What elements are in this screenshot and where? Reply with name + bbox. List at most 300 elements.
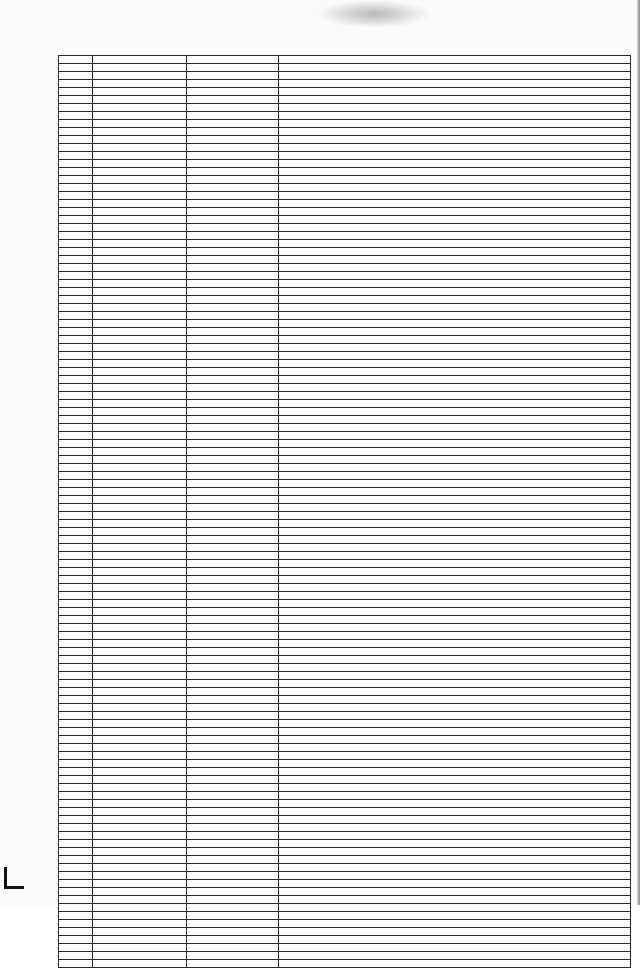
row-number-cell xyxy=(59,920,93,928)
row-number-cell xyxy=(59,560,93,568)
cadastral-number-cell xyxy=(93,736,187,744)
row-number-cell xyxy=(59,432,93,440)
address-cell xyxy=(279,712,631,720)
cadastral-number-cell xyxy=(93,512,187,520)
cadastral-number-alt-cell xyxy=(187,664,279,672)
row-number-cell xyxy=(59,832,93,840)
cadastral-number-cell xyxy=(93,248,187,256)
cadastral-number-alt-cell xyxy=(187,192,279,200)
address-cell xyxy=(279,304,631,312)
cadastral-number-alt-cell xyxy=(187,240,279,248)
address-cell xyxy=(279,440,631,448)
row-number-cell xyxy=(59,528,93,536)
cadastral-number-cell xyxy=(93,72,187,80)
table-row xyxy=(59,880,631,888)
cadastral-number-alt-cell xyxy=(187,344,279,352)
address-cell xyxy=(279,888,631,896)
row-number-cell xyxy=(59,720,93,728)
table-row xyxy=(59,152,631,160)
address-cell xyxy=(279,464,631,472)
cadastral-number-alt-cell xyxy=(187,688,279,696)
table-row xyxy=(59,552,631,560)
address-cell xyxy=(279,192,631,200)
cadastral-number-alt-cell xyxy=(187,728,279,736)
address-cell xyxy=(279,384,631,392)
row-number-cell xyxy=(59,328,93,336)
row-number-cell xyxy=(59,744,93,752)
address-cell xyxy=(279,96,631,104)
cadastral-number-cell xyxy=(93,896,187,904)
cadastral-number-alt-cell xyxy=(187,816,279,824)
cadastral-number-alt-cell xyxy=(187,56,279,64)
cadastral-number-cell xyxy=(93,824,187,832)
table-row xyxy=(59,104,631,112)
address-cell xyxy=(279,648,631,656)
row-number-cell xyxy=(59,424,93,432)
row-number-cell xyxy=(59,808,93,816)
cadastral-number-cell xyxy=(93,280,187,288)
address-cell xyxy=(279,272,631,280)
address-cell xyxy=(279,536,631,544)
row-number-cell xyxy=(59,184,93,192)
cadastral-number-cell xyxy=(93,96,187,104)
row-number-cell xyxy=(59,336,93,344)
table-row xyxy=(59,440,631,448)
row-number-cell xyxy=(59,312,93,320)
table-row xyxy=(59,544,631,552)
address-cell xyxy=(279,584,631,592)
cadastral-number-alt-cell xyxy=(187,472,279,480)
cadastral-number-alt-cell xyxy=(187,536,279,544)
table-row xyxy=(59,896,631,904)
cadastral-number-cell xyxy=(93,56,187,64)
table-row xyxy=(59,160,631,168)
cadastral-number-alt-cell xyxy=(187,168,279,176)
address-cell xyxy=(279,376,631,384)
table-row xyxy=(59,192,631,200)
row-number-cell xyxy=(59,400,93,408)
address-cell xyxy=(279,616,631,624)
table-row xyxy=(59,472,631,480)
cadastral-number-cell xyxy=(93,208,187,216)
row-number-cell xyxy=(59,72,93,80)
cadastral-number-cell xyxy=(93,272,187,280)
table-row xyxy=(59,712,631,720)
cadastral-number-alt-cell xyxy=(187,576,279,584)
row-number-cell xyxy=(59,320,93,328)
cadastral-number-cell xyxy=(93,872,187,880)
cadastral-number-alt-cell xyxy=(187,712,279,720)
table-row xyxy=(59,280,631,288)
cadastral-number-cell xyxy=(93,768,187,776)
address-cell xyxy=(279,456,631,464)
address-cell xyxy=(279,936,631,944)
cadastral-number-alt-cell xyxy=(187,552,279,560)
table-row xyxy=(59,480,631,488)
row-number-cell xyxy=(59,704,93,712)
table-row xyxy=(59,176,631,184)
cadastral-number-cell xyxy=(93,144,187,152)
table-row xyxy=(59,416,631,424)
table-row xyxy=(59,216,631,224)
row-number-cell xyxy=(59,760,93,768)
cadastral-number-alt-cell xyxy=(187,224,279,232)
table-row xyxy=(59,520,631,528)
table-row xyxy=(59,64,631,72)
cadastral-number-cell xyxy=(93,784,187,792)
address-cell xyxy=(279,344,631,352)
table-row xyxy=(59,960,631,968)
table-row xyxy=(59,232,631,240)
table-row xyxy=(59,864,631,872)
cadastral-number-cell xyxy=(93,432,187,440)
row-number-cell xyxy=(59,136,93,144)
row-number-cell xyxy=(59,856,93,864)
cadastral-number-cell xyxy=(93,496,187,504)
cadastral-number-cell xyxy=(93,176,187,184)
table-row xyxy=(59,672,631,680)
cadastral-number-cell xyxy=(93,920,187,928)
row-number-cell xyxy=(59,696,93,704)
cadastral-number-alt-cell xyxy=(187,720,279,728)
cadastral-number-alt-cell xyxy=(187,88,279,96)
row-number-cell xyxy=(59,112,93,120)
row-number-cell xyxy=(59,824,93,832)
table-row xyxy=(59,496,631,504)
cadastral-number-alt-cell xyxy=(187,152,279,160)
address-cell xyxy=(279,864,631,872)
address-cell xyxy=(279,352,631,360)
cadastral-number-alt-cell xyxy=(187,528,279,536)
table-row xyxy=(59,424,631,432)
cadastral-number-cell xyxy=(93,728,187,736)
table-row xyxy=(59,400,631,408)
table-row xyxy=(59,504,631,512)
cadastral-number-cell xyxy=(93,640,187,648)
address-cell xyxy=(279,624,631,632)
address-cell xyxy=(279,400,631,408)
address-cell xyxy=(279,528,631,536)
row-number-cell xyxy=(59,816,93,824)
address-cell xyxy=(279,912,631,920)
cadastral-number-cell xyxy=(93,688,187,696)
row-number-cell xyxy=(59,576,93,584)
cadastral-number-cell xyxy=(93,80,187,88)
table-row xyxy=(59,640,631,648)
address-cell xyxy=(279,208,631,216)
cadastral-number-alt-cell xyxy=(187,936,279,944)
page-corner-bar xyxy=(4,886,24,889)
address-cell xyxy=(279,664,631,672)
cadastral-number-alt-cell xyxy=(187,952,279,960)
row-number-cell xyxy=(59,784,93,792)
cadastral-number-cell xyxy=(93,616,187,624)
cadastral-number-cell xyxy=(93,680,187,688)
table-row xyxy=(59,368,631,376)
table-row xyxy=(59,560,631,568)
cadastral-number-alt-cell xyxy=(187,416,279,424)
cadastral-number-alt-cell xyxy=(187,312,279,320)
table-row xyxy=(59,136,631,144)
row-number-cell xyxy=(59,304,93,312)
row-number-cell xyxy=(59,640,93,648)
table-row xyxy=(59,576,631,584)
address-cell xyxy=(279,768,631,776)
address-cell xyxy=(279,720,631,728)
row-number-cell xyxy=(59,480,93,488)
address-cell xyxy=(279,248,631,256)
table-row xyxy=(59,768,631,776)
cadastral-number-cell xyxy=(93,600,187,608)
cadastral-number-alt-cell xyxy=(187,632,279,640)
cadastral-number-cell xyxy=(93,888,187,896)
cadastral-number-cell xyxy=(93,624,187,632)
scan-smudge xyxy=(316,0,432,28)
address-cell xyxy=(279,792,631,800)
cadastral-number-alt-cell xyxy=(187,544,279,552)
row-number-cell xyxy=(59,536,93,544)
cadastral-number-cell xyxy=(93,296,187,304)
row-number-cell xyxy=(59,176,93,184)
table-row xyxy=(59,696,631,704)
cadastral-number-cell xyxy=(93,928,187,936)
table-row xyxy=(59,408,631,416)
address-cell xyxy=(279,656,631,664)
row-number-cell xyxy=(59,840,93,848)
row-number-cell xyxy=(59,584,93,592)
table-row xyxy=(59,312,631,320)
address-cell xyxy=(279,496,631,504)
address-cell xyxy=(279,840,631,848)
address-cell xyxy=(279,320,631,328)
address-cell xyxy=(279,80,631,88)
cadastral-number-alt-cell xyxy=(187,600,279,608)
address-cell xyxy=(279,944,631,952)
table-row xyxy=(59,752,631,760)
address-cell xyxy=(279,424,631,432)
cadastral-number-cell xyxy=(93,184,187,192)
address-cell xyxy=(279,144,631,152)
cadastral-number-alt-cell xyxy=(187,592,279,600)
cadastral-number-alt-cell xyxy=(187,376,279,384)
cadastral-number-alt-cell xyxy=(187,304,279,312)
table-row xyxy=(59,536,631,544)
cadastral-number-alt-cell xyxy=(187,808,279,816)
address-cell xyxy=(279,256,631,264)
row-number-cell xyxy=(59,96,93,104)
address-cell xyxy=(279,672,631,680)
cadastral-number-alt-cell xyxy=(187,208,279,216)
cadastral-number-cell xyxy=(93,224,187,232)
table-row xyxy=(59,352,631,360)
cadastral-number-cell xyxy=(93,880,187,888)
address-cell xyxy=(279,264,631,272)
table-row xyxy=(59,888,631,896)
cadastral-number-alt-cell xyxy=(187,840,279,848)
cadastral-number-alt-cell xyxy=(187,584,279,592)
row-number-cell xyxy=(59,568,93,576)
cadastral-number-alt-cell xyxy=(187,872,279,880)
cadastral-number-alt-cell xyxy=(187,136,279,144)
address-cell xyxy=(279,608,631,616)
cadastral-number-alt-cell xyxy=(187,464,279,472)
cadastral-number-alt-cell xyxy=(187,624,279,632)
table-row xyxy=(59,736,631,744)
cadastral-number-alt-cell xyxy=(187,792,279,800)
address-cell xyxy=(279,312,631,320)
row-number-cell xyxy=(59,168,93,176)
cadastral-number-alt-cell xyxy=(187,488,279,496)
row-number-cell xyxy=(59,152,93,160)
address-cell xyxy=(279,296,631,304)
cadastral-number-alt-cell xyxy=(187,912,279,920)
cadastral-number-cell xyxy=(93,264,187,272)
table-row xyxy=(59,704,631,712)
row-number-cell xyxy=(59,864,93,872)
cadastral-number-alt-cell xyxy=(187,432,279,440)
row-number-cell xyxy=(59,888,93,896)
cadastral-number-cell xyxy=(93,152,187,160)
cadastral-number-alt-cell xyxy=(187,264,279,272)
cadastral-number-cell xyxy=(93,472,187,480)
cadastral-number-alt-cell xyxy=(187,272,279,280)
cadastral-number-alt-cell xyxy=(187,928,279,936)
address-cell xyxy=(279,184,631,192)
cadastral-number-cell xyxy=(93,120,187,128)
row-number-cell xyxy=(59,216,93,224)
address-cell xyxy=(279,848,631,856)
table-row xyxy=(59,944,631,952)
cadastral-number-cell xyxy=(93,648,187,656)
cadastral-number-alt-cell xyxy=(187,96,279,104)
row-number-cell xyxy=(59,448,93,456)
cadastral-number-cell xyxy=(93,88,187,96)
cadastral-number-cell xyxy=(93,800,187,808)
row-number-cell xyxy=(59,384,93,392)
cadastral-number-alt-cell xyxy=(187,736,279,744)
table-row xyxy=(59,856,631,864)
cadastral-number-cell xyxy=(93,392,187,400)
address-cell xyxy=(279,128,631,136)
cadastral-number-cell xyxy=(93,832,187,840)
row-number-cell xyxy=(59,712,93,720)
table-row xyxy=(59,528,631,536)
row-number-cell xyxy=(59,656,93,664)
address-cell xyxy=(279,816,631,824)
cadastral-number-alt-cell xyxy=(187,640,279,648)
cadastral-number-cell xyxy=(93,112,187,120)
table-row xyxy=(59,792,631,800)
cadastral-number-alt-cell xyxy=(187,440,279,448)
address-cell xyxy=(279,680,631,688)
row-number-cell xyxy=(59,192,93,200)
row-number-cell xyxy=(59,464,93,472)
row-number-cell xyxy=(59,896,93,904)
cadastral-number-cell xyxy=(93,664,187,672)
address-cell xyxy=(279,760,631,768)
cadastral-number-cell xyxy=(93,408,187,416)
cadastral-number-alt-cell xyxy=(187,336,279,344)
cadastral-number-cell xyxy=(93,520,187,528)
address-cell xyxy=(279,544,631,552)
table-row xyxy=(59,680,631,688)
row-number-cell xyxy=(59,752,93,760)
cadastral-number-cell xyxy=(93,760,187,768)
cadastral-number-alt-cell xyxy=(187,896,279,904)
address-cell xyxy=(279,200,631,208)
table-row xyxy=(59,336,631,344)
cadastral-number-cell xyxy=(93,360,187,368)
address-cell xyxy=(279,808,631,816)
cadastral-number-cell xyxy=(93,776,187,784)
cadastral-number-alt-cell xyxy=(187,520,279,528)
table-row xyxy=(59,592,631,600)
cadastral-number-alt-cell xyxy=(187,880,279,888)
row-number-cell xyxy=(59,928,93,936)
row-number-cell xyxy=(59,128,93,136)
table-row xyxy=(59,800,631,808)
cadastral-number-alt-cell xyxy=(187,888,279,896)
row-number-cell xyxy=(59,368,93,376)
row-number-cell xyxy=(59,624,93,632)
row-number-cell xyxy=(59,240,93,248)
row-number-cell xyxy=(59,664,93,672)
cadastral-number-cell xyxy=(93,608,187,616)
row-number-cell xyxy=(59,416,93,424)
address-cell xyxy=(279,632,631,640)
cadastral-number-cell xyxy=(93,64,187,72)
cadastral-number-alt-cell xyxy=(187,760,279,768)
table-row xyxy=(59,616,631,624)
address-cell xyxy=(279,216,631,224)
row-number-cell xyxy=(59,496,93,504)
cadastral-number-cell xyxy=(93,504,187,512)
cadastral-number-alt-cell xyxy=(187,368,279,376)
cadastral-number-alt-cell xyxy=(187,680,279,688)
cadastral-number-alt-cell xyxy=(187,616,279,624)
cadastral-number-cell xyxy=(93,696,187,704)
table-row xyxy=(59,648,631,656)
cadastral-number-cell xyxy=(93,464,187,472)
table-row xyxy=(59,744,631,752)
cadastral-number-alt-cell xyxy=(187,744,279,752)
table-row xyxy=(59,240,631,248)
address-cell xyxy=(279,360,631,368)
cadastral-number-alt-cell xyxy=(187,496,279,504)
table-row xyxy=(59,568,631,576)
row-number-cell xyxy=(59,352,93,360)
row-number-cell xyxy=(59,504,93,512)
table-row xyxy=(59,808,631,816)
address-cell xyxy=(279,800,631,808)
address-cell xyxy=(279,448,631,456)
table-row xyxy=(59,144,631,152)
cadastral-number-cell xyxy=(93,448,187,456)
cadastral-number-cell xyxy=(93,584,187,592)
cadastral-number-alt-cell xyxy=(187,960,279,968)
cadastral-number-alt-cell xyxy=(187,128,279,136)
table-row xyxy=(59,184,631,192)
cadastral-number-alt-cell xyxy=(187,320,279,328)
row-number-cell xyxy=(59,880,93,888)
address-cell xyxy=(279,728,631,736)
table-row xyxy=(59,448,631,456)
address-cell xyxy=(279,288,631,296)
cadastral-number-alt-cell xyxy=(187,184,279,192)
cadastral-number-alt-cell xyxy=(187,752,279,760)
row-number-cell xyxy=(59,224,93,232)
row-number-cell xyxy=(59,456,93,464)
